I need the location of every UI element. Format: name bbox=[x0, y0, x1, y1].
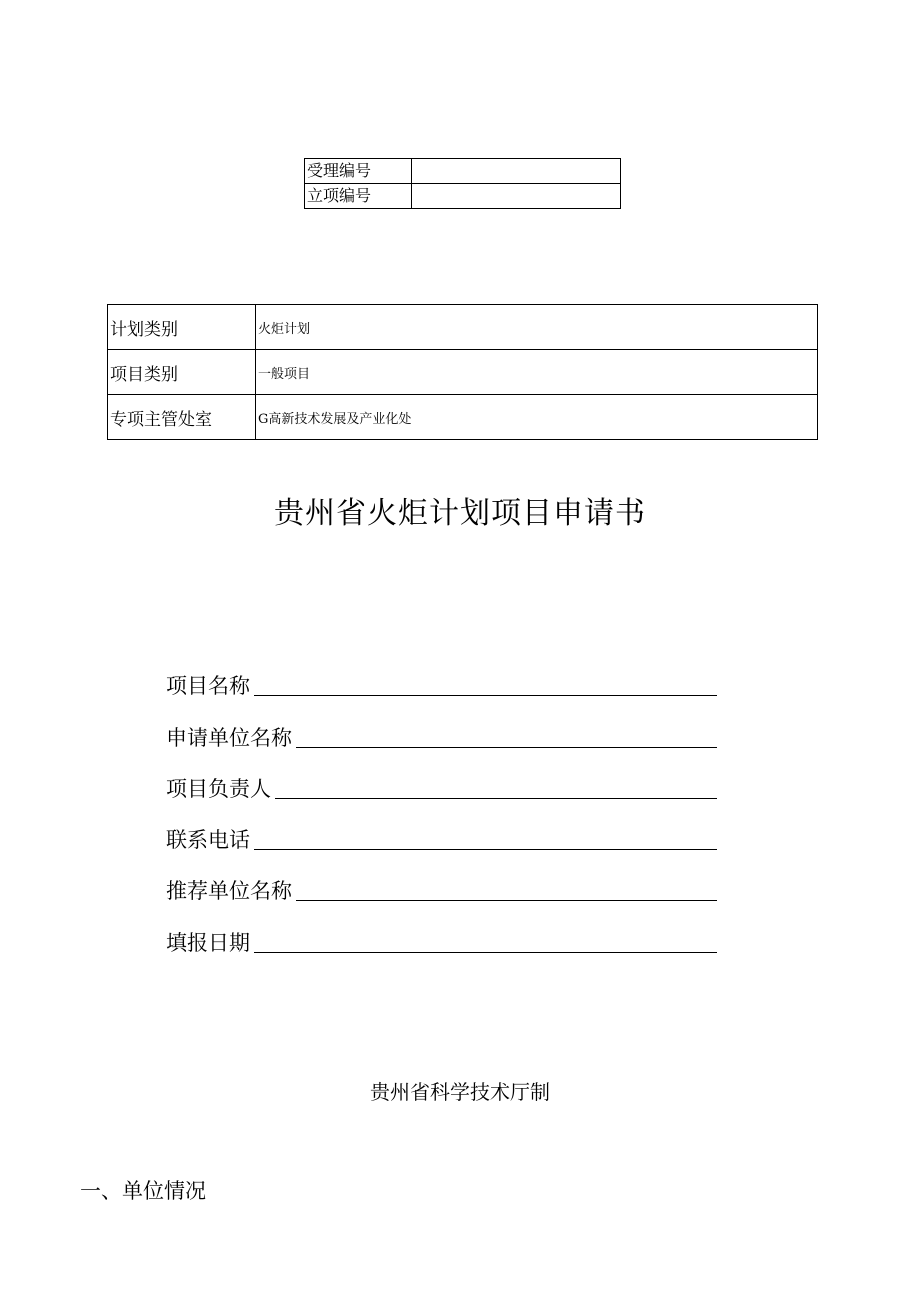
filing-date-field bbox=[166, 926, 717, 956]
recommending-unit-label: 推荐单位名称 bbox=[166, 879, 292, 903]
document-title: 贵州省火炬计划项目申请书 bbox=[274, 496, 646, 531]
acceptance-number-label: 受理编号 bbox=[305, 159, 412, 184]
project-leader-input-line[interactable] bbox=[275, 776, 717, 799]
issuer-text: 贵州省科学技术厅制 bbox=[370, 1080, 550, 1104]
applicant-unit-field bbox=[166, 721, 717, 751]
plan-category-value: 火炬计划 bbox=[256, 305, 818, 350]
project-approval-number-value[interactable] bbox=[412, 184, 621, 209]
applicant-unit-label: 申请单位名称 bbox=[166, 726, 292, 750]
supervising-office-value: G高新技术发展及产业化处 bbox=[256, 395, 818, 440]
project-category-row bbox=[108, 350, 818, 395]
contact-phone-label: 联系电话 bbox=[166, 828, 250, 852]
plan-info-table bbox=[107, 304, 818, 440]
acceptance-number-row bbox=[305, 159, 621, 184]
project-leader-label: 项目负责人 bbox=[166, 777, 271, 801]
project-name-input-line[interactable] bbox=[254, 673, 717, 696]
project-approval-number-label: 立项编号 bbox=[305, 184, 412, 209]
applicant-unit-input-line[interactable] bbox=[296, 725, 717, 748]
supervising-office-label: 专项主管处室 bbox=[108, 395, 256, 440]
project-category-label: 项目类别 bbox=[108, 350, 256, 395]
supervising-office-row bbox=[108, 395, 818, 440]
project-name-label: 项目名称 bbox=[166, 674, 250, 698]
filing-date-input-line[interactable] bbox=[254, 930, 717, 953]
project-approval-number-row bbox=[305, 184, 621, 209]
recommending-unit-field bbox=[166, 874, 717, 904]
filing-date-label: 填报日期 bbox=[166, 931, 250, 955]
section-heading: 一、单位情况 bbox=[80, 1179, 206, 1203]
acceptance-number-value[interactable] bbox=[412, 159, 621, 184]
plan-category-row bbox=[108, 305, 818, 350]
contact-phone-field bbox=[166, 823, 717, 853]
plan-category-label: 计划类别 bbox=[108, 305, 256, 350]
reference-number-table bbox=[304, 158, 621, 209]
contact-phone-input-line[interactable] bbox=[254, 827, 717, 850]
project-name-field bbox=[166, 669, 717, 699]
project-category-value: 一般项目 bbox=[256, 350, 818, 395]
project-leader-field bbox=[166, 772, 717, 802]
recommending-unit-input-line[interactable] bbox=[296, 878, 717, 901]
